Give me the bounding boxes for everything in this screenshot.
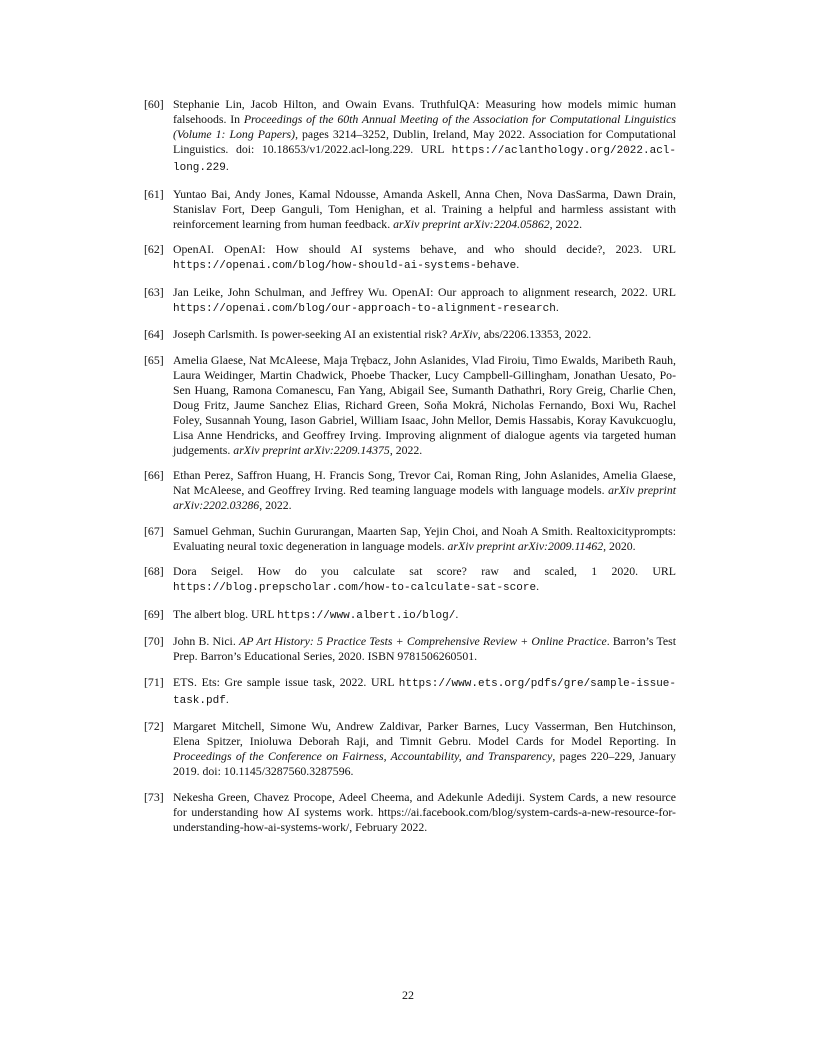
reference-venue: Proceedings of the 60th Annual Meeting of the Association for Computational Linguistics (Volume 1: Long Papers) — [173, 112, 676, 141]
reference-text — [173, 97, 676, 173]
reference-entry — [144, 634, 676, 664]
reference-text-segment: Nekesha Green, Chavez Procope, Adeel Cheema, and Adekunle Adediji. System Cards, a new resource for understanding how AI systems work. https://ai.facebook.com/blog/system-cards-a-new-resource-for-understanding-how-ai-systems-work/, February 2022. — [173, 789, 676, 834]
reference-entry — [144, 790, 676, 835]
reference-text-segment: , 2022. — [389, 442, 423, 457]
reference-number: [62] — [144, 242, 164, 256]
reference-number: [66] — [144, 468, 164, 482]
reference-text — [173, 285, 676, 314]
reference-text-segment: Yuntao Bai, Andy Jones, Kamal Ndousse, Amanda Askell, Anna Chen, Nova DasSarma, Dawn Drain, Stanislav Fort, Deep Ganguli, Tom Henighan, et al. Training a helpful and harmless assistant with reinforcement learning from human feedback. — [173, 186, 676, 231]
reference-text-segment: Amelia Glaese, Nat McAleese, Maja Trębacz, John Aslanides, Vlad Firoiu, Timo Ewalds, Maribeth Rauh, Laura Weidinger, Martin Chadwick, Phoebe Thacker, Lucy Campbell-Gillingham, Jonathan Uesato, Po-Sen Huang, Ramona Comanescu, Fan Yang, Abigail See, Sumanth Dathathri, Rory Greig, Charlie Chen, Doug Fritz, Jaume Sanchez Elias, Richard Green, Soňa Mokrá, Nicholas Fernando, Boxi Wu, Rachel Foley, Susannah Young, Iason Gabriel, William Isaac, John Mellor, Demis Hassabis, Koray Kavukcuoglu, Lisa Anne Hendricks, and Geoffrey Irving. Improving alignment of dialogue agents via targeted human judgements. — [173, 352, 676, 457]
reference-text-segment: Margaret Mitchell, Simone Wu, Andrew Zaldivar, Parker Barnes, Lucy Vasserman, Ben Hutchinson, Elena Spitzer, Inioluwa Deborah Raji, and Timnit Gebru. Model Cards for Model Reporting. In — [173, 719, 676, 748]
reference-number: [69] — [144, 606, 164, 621]
reference-number: [71] — [144, 674, 164, 689]
reference-text-segment: Jan Leike, John Schulman, and Jeffrey Wu. OpenAI: Our approach to alignment research, 2022. URL — [173, 284, 676, 299]
reference-text — [173, 187, 676, 231]
reference-text-segment: The albert blog. URL — [173, 606, 278, 621]
reference-venue: arXiv preprint arXiv:2204.05862 — [393, 216, 550, 231]
reference-list — [144, 97, 676, 845]
reference-url: https://blog.prepscholar.com/how-to-calculate-sat-score — [173, 582, 537, 594]
reference-number: [73] — [144, 789, 164, 804]
reference-number: [72] — [144, 719, 164, 733]
reference-text — [173, 675, 676, 706]
reference-text — [173, 353, 676, 457]
reference-venue: arXiv preprint arXiv:2202.03286 — [173, 483, 677, 512]
reference-venue: Proceedings of the Conference on Fairness, Accountability, and Transparency — [173, 749, 553, 763]
reference-url: https://www.ets.org/pdfs/gre/sample-issue-task.pdf — [173, 677, 676, 707]
reference-number: [67] — [144, 523, 164, 538]
reference-venue: AP Art History: 5 Practice Tests + Comprehensive Review + Online Practice — [239, 634, 607, 648]
reference-venue: ArXiv — [450, 327, 478, 341]
reference-number: [70] — [144, 634, 164, 648]
reference-venue: arXiv preprint arXiv:2009.11462 — [447, 538, 604, 553]
reference-text-segment: , 2022. — [259, 498, 292, 512]
reference-text-segment: , abs/2206.13353, 2022. — [477, 327, 592, 341]
reference-text-segment: . — [455, 606, 459, 621]
reference-url: https://aclanthology.org/2022.acl-long.229 — [173, 145, 676, 174]
reference-text — [173, 242, 676, 271]
reference-text-segment: . — [555, 299, 559, 314]
reference-text-segment: Ethan Perez, Saffron Huang, H. Francis Song, Trevor Cai, Roman Ring, John Aslanides, Amelia Glaese, Nat McAleese, and Geoffrey Irving. Red teaming language models with language models. — [173, 468, 676, 497]
reference-text-segment: John B. Nici. — [173, 634, 239, 648]
reference-number: [64] — [144, 327, 164, 341]
reference-text-segment: , 2022. — [549, 216, 583, 231]
reference-text — [173, 790, 676, 834]
reference-entry — [144, 607, 676, 624]
reference-url: https://openai.com/blog/our-approach-to-alignment-research — [173, 302, 556, 315]
reference-text — [173, 634, 676, 663]
reference-entry — [144, 564, 676, 596]
reference-text — [173, 564, 676, 593]
reference-text-segment: . — [536, 579, 540, 593]
reference-text-segment: , pages 3214–3252, Dublin, Ireland, May 2022. Association for Computational Linguistics. doi: 10.18653/v1/2022.acl-long.229. URL — [173, 127, 676, 156]
reference-entry — [144, 675, 676, 709]
reference-number: [63] — [144, 284, 164, 299]
reference-entry — [144, 97, 676, 176]
reference-text-segment: , pages 220–229, January 2019. doi: 10.1145/3287560.3287596. — [173, 749, 676, 778]
reference-text-segment: . — [225, 691, 229, 706]
reference-text-segment: ETS. Ets: Gre sample issue task, 2022. URL — [173, 674, 399, 689]
reference-text — [173, 468, 676, 512]
reference-entry — [144, 524, 676, 554]
reference-text — [173, 719, 676, 778]
reference-text-segment: OpenAI. OpenAI: How should AI systems behave, and who should decide?, 2023. URL — [173, 242, 676, 256]
reference-entry — [144, 327, 676, 342]
reference-entry — [144, 187, 676, 232]
reference-entry — [144, 242, 676, 274]
reference-text-segment: Stephanie Lin, Jacob Hilton, and Owain Evans. TruthfulQA: Measuring how models mimic human falsehoods. In — [173, 97, 676, 126]
reference-text-segment: . Barron’s Test Prep. Barron’s Educational Series, 2020. ISBN 9781506260501. — [173, 634, 676, 663]
reference-text-segment: Samuel Gehman, Suchin Gururangan, Maarten Sap, Yejin Choi, and Noah A Smith. Realtoxicityprompts: Evaluating neural toxic degeneration in language models. — [173, 523, 676, 553]
reference-entry — [144, 353, 676, 458]
reference-number: [68] — [144, 564, 164, 578]
reference-venue: arXiv preprint arXiv:2209.14375 — [233, 442, 390, 457]
page-number: 22 — [402, 988, 414, 1002]
reference-url: https://openai.com/blog/how-should-ai-systems-behave — [173, 260, 517, 272]
reference-text — [173, 524, 676, 553]
reference-entry — [144, 468, 676, 513]
reference-text-segment: . — [516, 257, 520, 271]
reference-number: [60] — [144, 97, 164, 111]
reference-entry — [144, 285, 676, 317]
reference-text — [173, 607, 458, 621]
reference-text-segment: Joseph Carlsmith. Is power-seeking AI an existential risk? — [173, 327, 451, 341]
reference-number: [61] — [144, 186, 164, 201]
reference-entry — [144, 719, 676, 779]
reference-text-segment: . — [225, 159, 229, 173]
reference-text-segment: , 2020. — [603, 538, 636, 553]
reference-text — [173, 327, 591, 341]
reference-url: https://www.albert.io/blog/ — [277, 609, 456, 622]
reference-number: [65] — [144, 352, 164, 367]
reference-text-segment: Dora Seigel. How do you calculate sat score? raw and scaled, 1 2020. URL — [173, 564, 676, 578]
